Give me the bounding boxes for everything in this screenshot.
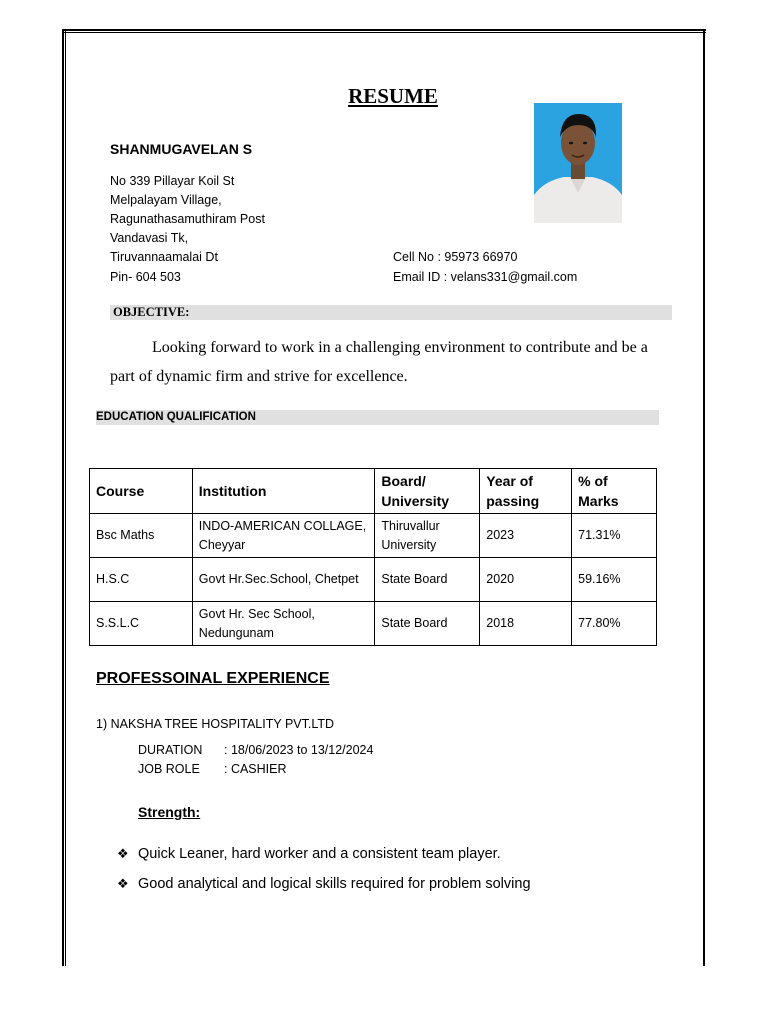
job-role-row — [138, 762, 287, 776]
duration-value: : 18/06/2023 to 13/12/2024 — [224, 743, 374, 757]
page-border — [703, 31, 705, 966]
cell-number: Cell No : 95973 66970 — [393, 250, 518, 264]
table-row — [90, 558, 657, 602]
resume-title: RESUME — [348, 84, 438, 108]
email-id: Email ID : velans331@gmail.com — [393, 270, 578, 284]
table-cell: 2020 — [480, 558, 572, 602]
table-header-row — [90, 469, 657, 514]
objective-header-bar — [110, 305, 672, 320]
address-line: Ragunathasamuthiram Post — [110, 212, 265, 226]
objective-label: OBJECTIVE: — [113, 305, 190, 319]
table-row — [90, 514, 657, 558]
page-border — [62, 29, 706, 31]
column-header: Year of passing — [480, 469, 572, 514]
job-role-key: JOB ROLE — [138, 762, 200, 776]
company-name: 1) NAKSHA TREE HOSPITALITY PVT.LTD — [96, 717, 335, 731]
table-cell: 71.31% — [572, 514, 657, 558]
list-item — [117, 876, 531, 892]
profile-photo — [534, 103, 622, 223]
page-border — [62, 32, 706, 33]
duration-key: DURATION — [138, 743, 203, 757]
list-item — [117, 846, 501, 862]
table-cell: S.S.L.C — [90, 602, 193, 646]
table-cell: Govt Hr. Sec School, Nedungunam — [192, 602, 375, 646]
table-cell: 2018 — [480, 602, 572, 646]
strength-text: Quick Leaner, hard worker and a consistent team player. — [138, 846, 501, 862]
job-role-value: : CASHIER — [224, 762, 287, 776]
table-cell: Bsc Maths — [90, 514, 193, 558]
column-header: % of Marks — [572, 469, 657, 514]
table-cell: Thiruvallur University — [375, 514, 480, 558]
strength-text: Good analytical and logical skills required for problem solving — [138, 876, 531, 892]
education-table — [89, 468, 657, 646]
experience-title: PROFESSOINAL EXPERIENCE — [96, 670, 330, 687]
table-cell: 59.16% — [572, 558, 657, 602]
objective-text: Looking forward to work in a challenging environment to contribute and be a part of dynamic firm and strive for excellence. — [110, 339, 648, 385]
table-cell: State Board — [375, 558, 480, 602]
diamond-bullet-icon: ❖ — [117, 846, 129, 861]
address-line: Pin- 604 503 — [110, 270, 181, 284]
table-cell: INDO-AMERICAN COLLAGE, Cheyyar — [192, 514, 375, 558]
table-cell: State Board — [375, 602, 480, 646]
address-line: Vandavasi Tk, — [110, 231, 189, 245]
address-line: Tiruvannaamalai Dt — [110, 250, 218, 264]
table-cell: Govt Hr.Sec.School, Chetpet — [192, 558, 375, 602]
table-cell: H.S.C — [90, 558, 193, 602]
education-label: EDUCATION QUALIFICATION — [96, 411, 256, 423]
table-cell: 77.80% — [572, 602, 657, 646]
table-cell: 2023 — [480, 514, 572, 558]
strength-title: Strength: — [138, 804, 201, 820]
table-row — [90, 602, 657, 646]
address-line: Melpalayam Village, — [110, 193, 222, 207]
diamond-bullet-icon: ❖ — [117, 876, 129, 891]
column-header: Institution — [192, 469, 375, 514]
column-header: Course — [90, 469, 193, 514]
candidate-name: SHANMUGAVELAN S — [110, 141, 253, 157]
page-border — [62, 31, 64, 966]
duration-row — [138, 743, 373, 757]
address-line: No 339 Pillayar Koil St — [110, 174, 235, 188]
column-header: Board/ University — [375, 469, 480, 514]
page-border — [65, 31, 66, 966]
